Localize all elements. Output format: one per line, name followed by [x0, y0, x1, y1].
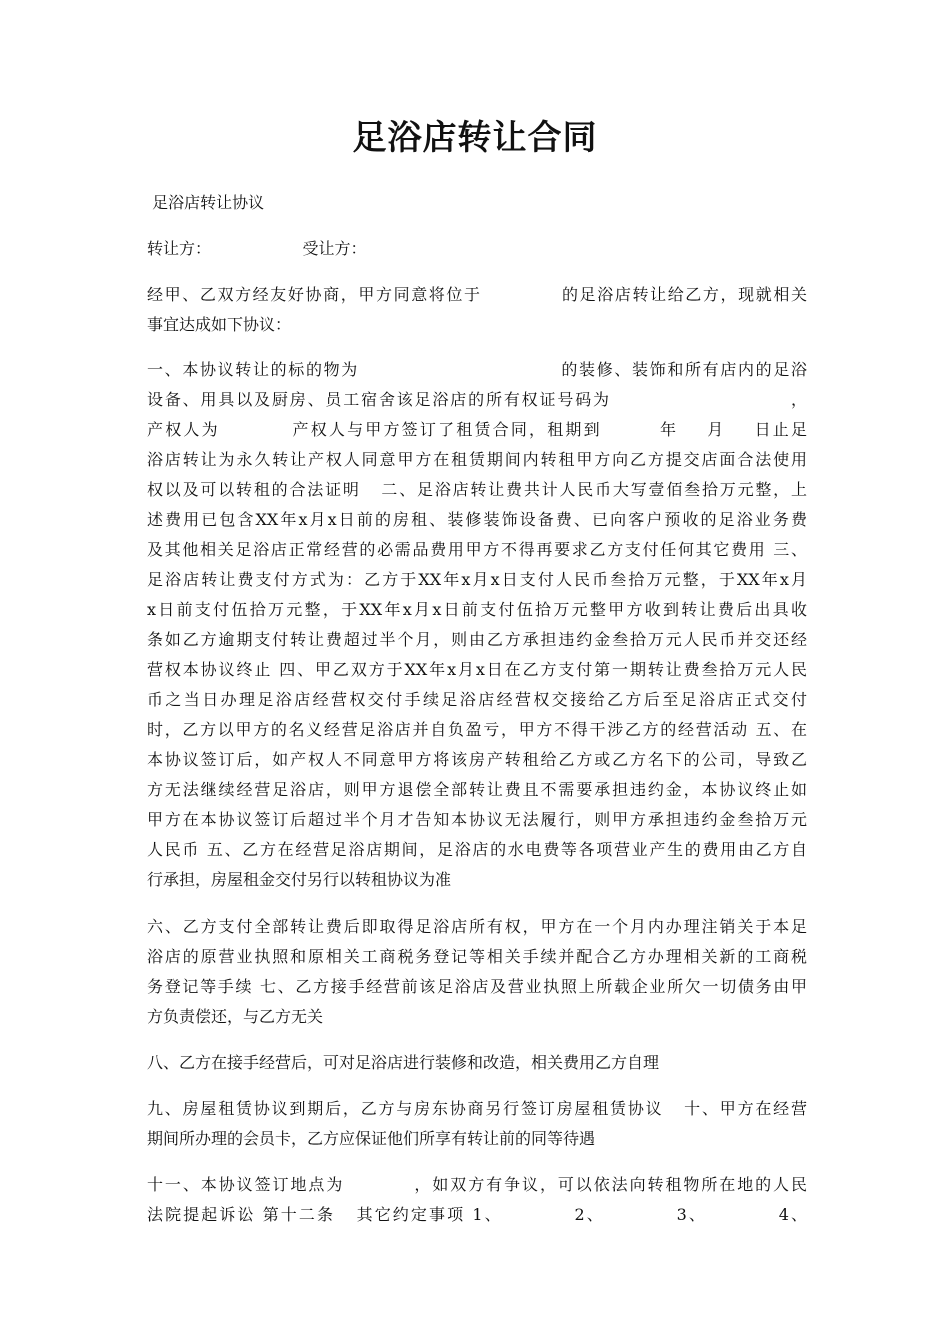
paragraph-line: 期间所办理的会员卡，乙方应保证他们所享有转让前的同等待遇 [147, 1129, 596, 1148]
paragraph-line: 币之当日办理足浴店经营权交付手续足浴店经营权交接给乙方后至足浴店正式交付 [147, 690, 807, 709]
paragraph-eleven [147, 1170, 807, 1230]
paragraph-line: 时，乙方以甲方的名义经营足浴店并自负盈亏，甲方不得干涉乙方的经营活动 五、在 [147, 720, 807, 739]
paragraph-line: 设备、用具以及厨房、员工宿舍该足浴店的所有权证号码为 ， [147, 390, 807, 409]
paragraph-line: 条如乙方逾期支付转让费超过半个月，则由乙方承担违约金叁拾万元人民币并交还经 [147, 630, 807, 649]
paragraph-line: 六、乙方支付全部转让费后即取得足浴店所有权，甲方在一个月内办理注销关于本足 [147, 917, 807, 936]
paragraph-line: 人民币 五、乙方在经营足浴店期间，足浴店的水电费等各项营业产生的费用由乙方自 [147, 840, 807, 859]
paragraph-six [147, 912, 807, 1032]
paragraph-line: 十一、本协议签订地点为 ，如双方有争议，可以依法向转租物所在地的人民 [147, 1175, 807, 1194]
paragraph-nine [147, 1094, 807, 1154]
paragraph-line: 法院提起诉讼 第十二条 其它约定事项 1、 2、 3、 4、 [147, 1205, 807, 1224]
paragraph-line: 本协议签订后，如产权人不同意甲方将该房产转租给乙方或乙方名下的公司，导致乙 [147, 750, 807, 769]
paragraph-line: 一、本协议转让的标的物为 的装修、装饰和所有店内的足浴 [147, 360, 807, 379]
paragraph-main [147, 355, 807, 895]
paragraph-line: 九、房屋租赁协议到期后，乙方与房东协商另行签订房屋租赁协议 十、甲方在经营 [147, 1099, 807, 1118]
paragraph-line: 行承担，房屋租金交付另行以转租协议为准 [147, 870, 452, 889]
paragraph-line: 方无法继续经营足浴店，则甲方退偿全部转让费且不需要承担违约金，本协议终止如 [147, 780, 807, 799]
paragraph-line: 及其他相关足浴店正常经营的必需品费用甲方不得再要求乙方支付任何其它费用 三、 [147, 540, 807, 559]
paragraph-line: 足浴店转让费支付方式为：乙方于XX年x月x日支付人民币叁拾万元整，于XX年x月 [147, 570, 807, 589]
document-subtitle: 足浴店转让协议 [147, 193, 265, 212]
paragraph-line: x日前支付伍拾万元整，于XX年x月x日前支付伍拾万元整甲方收到转让费后出具收 [147, 600, 807, 619]
paragraph-eight: 八、乙方在接手经营后，可对足浴店进行装修和改造，相关费用乙方自理 [147, 1053, 660, 1072]
paragraph-line: 浴店的原营业执照和原相关工商税务登记等相关手续并配合乙方办理相关新的工商税 [147, 947, 807, 966]
paragraph-line: 述费用已包含XX年x月x日前的房租、装修装饰设备费、已向客户预收的足浴业务费 [147, 510, 807, 529]
paragraph-line: 事宜达成如下协议： [147, 315, 292, 334]
paragraph-intro [147, 280, 807, 340]
paragraph-line: 浴店转让为永久转让产权人同意甲方在租赁期间内转租甲方向乙方提交店面合法使用 [147, 450, 807, 469]
document-title: 足浴店转让合同 [352, 118, 598, 158]
paragraph-line: 产权人为 产权人与甲方签订了租赁合同，租期到 年 月 日止足 [147, 420, 807, 439]
parties-line: 转让方： 受让方： [147, 239, 367, 258]
paragraph-line: 经甲、乙双方经友好协商，甲方同意将位于 的足浴店转让给乙方，现就相关 [147, 285, 807, 304]
paragraph-line: 权以及可以转租的合法证明 二、足浴店转让费共计人民币大写壹佰叁拾万元整，上 [147, 480, 807, 499]
paragraph-line: 营权本协议终止 四、甲乙双方于XX年x月x日在乙方支付第一期转让费叁拾万元人民 [147, 660, 807, 679]
paragraph-line: 甲方在本协议签订后超过半个月才告知本协议无法履行，则甲方承担违约金叁拾万元 [147, 810, 807, 829]
paragraph-line: 务登记等手续 七、乙方接手经营前该足浴店及营业执照上所载企业所欠一切债务由甲 [147, 977, 807, 996]
paragraph-line: 方负责偿还，与乙方无关 [147, 1007, 324, 1026]
